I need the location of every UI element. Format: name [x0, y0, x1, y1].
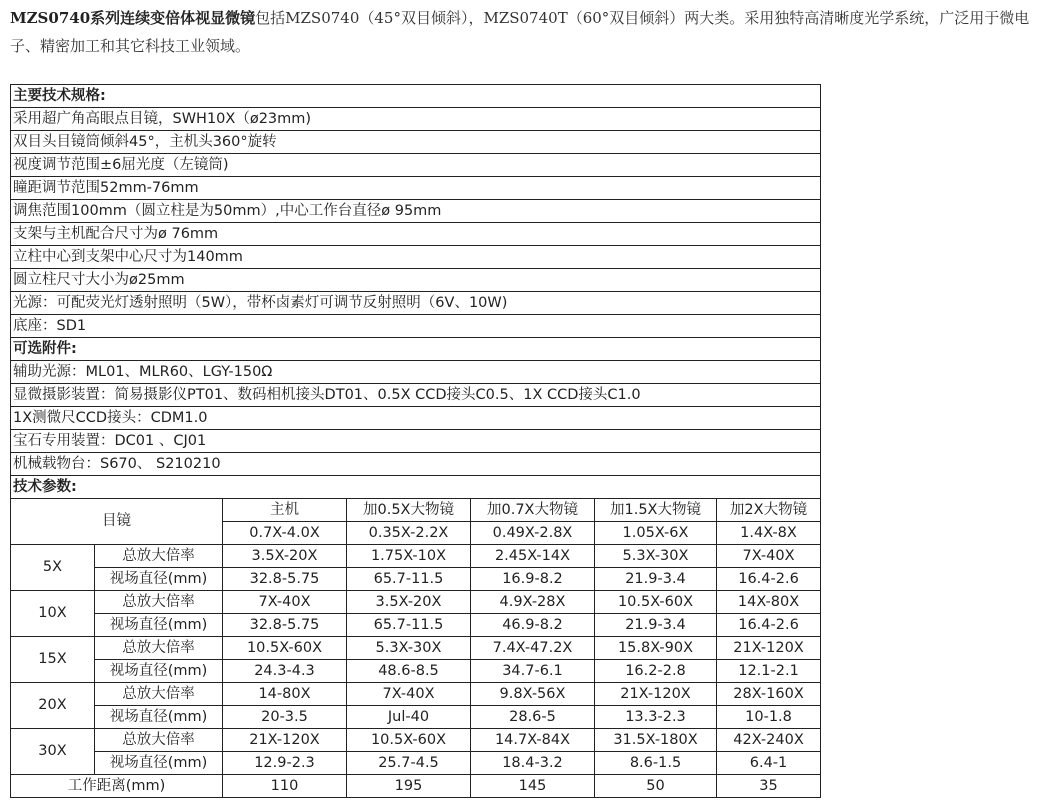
table-row	[11, 384, 821, 407]
field-of-view-cell: 25.7-4.5	[347, 752, 471, 775]
magnification-label: 总放大倍率	[95, 545, 223, 568]
working-distance-cell: 35	[717, 775, 821, 798]
magnification-cell: 3.5X-20X	[223, 545, 347, 568]
field-of-view-cell: 10-1.8	[717, 706, 821, 729]
magnification-cell: 14.7X-84X	[471, 729, 595, 752]
magnification-row	[11, 683, 821, 706]
field-of-view-cell: 16.4-2.6	[717, 568, 821, 591]
params-title-row	[11, 476, 821, 499]
field-of-view-cell: 12.1-2.1	[717, 660, 821, 683]
magnification-cell: 14-80X	[223, 683, 347, 706]
field-of-view-label: 视场直径(mm)	[95, 752, 223, 775]
table-row	[11, 407, 821, 430]
magnification-cell: 7X-40X	[347, 683, 471, 706]
magnification-label: 总放大倍率	[95, 683, 223, 706]
table-row	[11, 131, 821, 154]
field-of-view-cell: 13.3-2.3	[595, 706, 717, 729]
field-of-view-cell: 48.6-8.5	[347, 660, 471, 683]
magnification-cell: 7.4X-47.2X	[471, 637, 595, 660]
table-row	[11, 361, 821, 384]
spec-item: 圆立柱尺寸大小为ø25mm	[11, 269, 821, 292]
table-row	[11, 200, 821, 223]
field-of-view-cell: 12.9-2.3	[223, 752, 347, 775]
field-of-view-cell: 16.2-2.8	[595, 660, 717, 683]
field-of-view-cell: 16.4-2.6	[717, 614, 821, 637]
field-of-view-cell: 8.6-1.5	[595, 752, 717, 775]
zoom-range-cell: 0.7X-4.0X	[223, 522, 347, 545]
magnification-cell: 5.3X-30X	[347, 637, 471, 660]
working-distance-cell: 195	[347, 775, 471, 798]
field-of-view-cell: 65.7-11.5	[347, 614, 471, 637]
accessory-item: 显微摄影装置：简易摄影仪PT01、数码相机接头DT01、0.5X CCD接头C0.5、1X CCD接头C1.0	[11, 384, 821, 407]
accessory-item: 辅助光源：ML01、MLR60、LGY-150Ω	[11, 361, 821, 384]
eyepiece-label: 30X	[11, 729, 95, 775]
column-header: 加1.5X大物镜	[595, 499, 717, 522]
field-of-view-cell: 6.4-1	[717, 752, 821, 775]
magnification-row	[11, 729, 821, 752]
field-of-view-row	[11, 660, 821, 683]
spec-item: 瞳距调节范围52mm-76mm	[11, 177, 821, 200]
table-row	[11, 223, 821, 246]
spec-item: 视度调节范围±6屈光度（左镜筒)	[11, 154, 821, 177]
magnification-cell: 10.5X-60X	[223, 637, 347, 660]
field-of-view-label: 视场直径(mm)	[95, 568, 223, 591]
magnification-cell: 1.75X-10X	[347, 545, 471, 568]
table-row	[11, 177, 821, 200]
spec-item: 调焦范围100mm（圆立柱是为50mm）,中心工作台直径ø 95mm	[11, 200, 821, 223]
magnification-cell: 28X-160X	[717, 683, 821, 706]
eyepiece-header: 目镜	[11, 499, 223, 545]
field-of-view-cell: 32.8-5.75	[223, 568, 347, 591]
spec-item: 采用超广角高眼点目镜，SWH10X（ø23mm)	[11, 108, 821, 131]
table-row	[11, 430, 821, 453]
zoom-range-cell: 0.49X-2.8X	[471, 522, 595, 545]
magnification-cell: 10.5X-60X	[347, 729, 471, 752]
field-of-view-cell: 65.7-11.5	[347, 568, 471, 591]
intro-text: 包括MZS0740（45°双目倾斜），MZS0740T（60°双目倾斜）两大类。采用独特高清晰度光学系统，广泛用于微电子、精密加工和其它科技工业领域。	[10, 9, 1030, 55]
column-header: 加0.7X大物镜	[471, 499, 595, 522]
table-row	[11, 269, 821, 292]
field-of-view-cell: 20-3.5	[223, 706, 347, 729]
table-row	[11, 246, 821, 269]
magnification-cell: 10.5X-60X	[595, 591, 717, 614]
section-title-params: 技术参数:	[11, 476, 821, 499]
magnification-cell: 21X-120X	[717, 637, 821, 660]
table-row	[11, 108, 821, 131]
accessory-item: 机械载物台：S670、 S210210	[11, 453, 821, 476]
magnification-cell: 7X-40X	[717, 545, 821, 568]
magnification-cell: 2.45X-14X	[471, 545, 595, 568]
field-of-view-cell: 16.9-8.2	[471, 568, 595, 591]
spec-item: 支架与主机配合尺寸为ø 76mm	[11, 223, 821, 246]
working-distance-label: 工作距离(mm)	[11, 775, 223, 798]
magnification-label: 总放大倍率	[95, 637, 223, 660]
magnification-row	[11, 545, 821, 568]
zoom-range-cell: 0.35X-2.2X	[347, 522, 471, 545]
table-row	[11, 315, 821, 338]
field-of-view-cell: 21.9-3.4	[595, 568, 717, 591]
spec-item: 光源：可配荧光灯透射照明（5W），带杯卤素灯可调节反射照明（6V、10W)	[11, 292, 821, 315]
field-of-view-row	[11, 706, 821, 729]
field-of-view-cell: 24.3-4.3	[223, 660, 347, 683]
working-distance-cell: 145	[471, 775, 595, 798]
table-row	[11, 292, 821, 315]
magnification-cell: 3.5X-20X	[347, 591, 471, 614]
magnification-cell: 14X-80X	[717, 591, 821, 614]
product-name: MZS0740系列连续变倍体视显微镜	[10, 9, 256, 27]
table-row	[11, 453, 821, 476]
field-of-view-cell: 34.7-6.1	[471, 660, 595, 683]
magnification-cell: 4.9X-28X	[471, 591, 595, 614]
column-header: 主机	[223, 499, 347, 522]
intro-paragraph	[10, 4, 1040, 60]
field-of-view-cell: 46.9-8.2	[471, 614, 595, 637]
magnification-cell: 21X-120X	[223, 729, 347, 752]
spec-item: 双目头目镜筒倾斜45°，主机头360°旋转	[11, 131, 821, 154]
magnification-cell: 5.3X-30X	[595, 545, 717, 568]
working-distance-row	[11, 775, 821, 798]
zoom-range-cell: 1.05X-6X	[595, 522, 717, 545]
field-of-view-label: 视场直径(mm)	[95, 706, 223, 729]
field-of-view-cell: 32.8-5.75	[223, 614, 347, 637]
section-title-specs: 主要技术规格:	[11, 85, 821, 108]
field-of-view-cell: 21.9-3.4	[595, 614, 717, 637]
working-distance-cell: 110	[223, 775, 347, 798]
field-of-view-row	[11, 752, 821, 775]
accessories-title-row	[11, 338, 821, 361]
section-title-accessories: 可选附件:	[11, 338, 821, 361]
table-row	[11, 154, 821, 177]
magnification-cell: 21X-120X	[595, 683, 717, 706]
spec-item: 底座：SD1	[11, 315, 821, 338]
magnification-row	[11, 591, 821, 614]
magnification-cell: 15.8X-90X	[595, 637, 717, 660]
accessory-item: 宝石专用装置：DC01 、CJ01	[11, 430, 821, 453]
magnification-cell: 7X-40X	[223, 591, 347, 614]
field-of-view-row	[11, 614, 821, 637]
params-header-row	[11, 499, 821, 522]
spec-item: 立柱中心到支架中心尺寸为140mm	[11, 246, 821, 269]
eyepiece-label: 20X	[11, 683, 95, 729]
magnification-label: 总放大倍率	[95, 729, 223, 752]
magnification-row	[11, 637, 821, 660]
field-of-view-label: 视场直径(mm)	[95, 660, 223, 683]
magnification-cell: 42X-240X	[717, 729, 821, 752]
field-of-view-row	[11, 568, 821, 591]
magnification-cell: 9.8X-56X	[471, 683, 595, 706]
field-of-view-label: 视场直径(mm)	[95, 614, 223, 637]
working-distance-cell: 50	[595, 775, 717, 798]
field-of-view-cell: 18.4-3.2	[471, 752, 595, 775]
spec-table	[10, 84, 821, 798]
column-header: 加0.5X大物镜	[347, 499, 471, 522]
specs-title-row	[11, 85, 821, 108]
eyepiece-label: 10X	[11, 591, 95, 637]
eyepiece-label: 15X	[11, 637, 95, 683]
zoom-range-cell: 1.4X-8X	[717, 522, 821, 545]
column-header: 加2X大物镜	[717, 499, 821, 522]
magnification-label: 总放大倍率	[95, 591, 223, 614]
magnification-cell: 31.5X-180X	[595, 729, 717, 752]
field-of-view-cell: Jul-40	[347, 706, 471, 729]
field-of-view-cell: 28.6-5	[471, 706, 595, 729]
accessory-item: 1X测微尺CCD接头：CDM1.0	[11, 407, 821, 430]
eyepiece-label: 5X	[11, 545, 95, 591]
